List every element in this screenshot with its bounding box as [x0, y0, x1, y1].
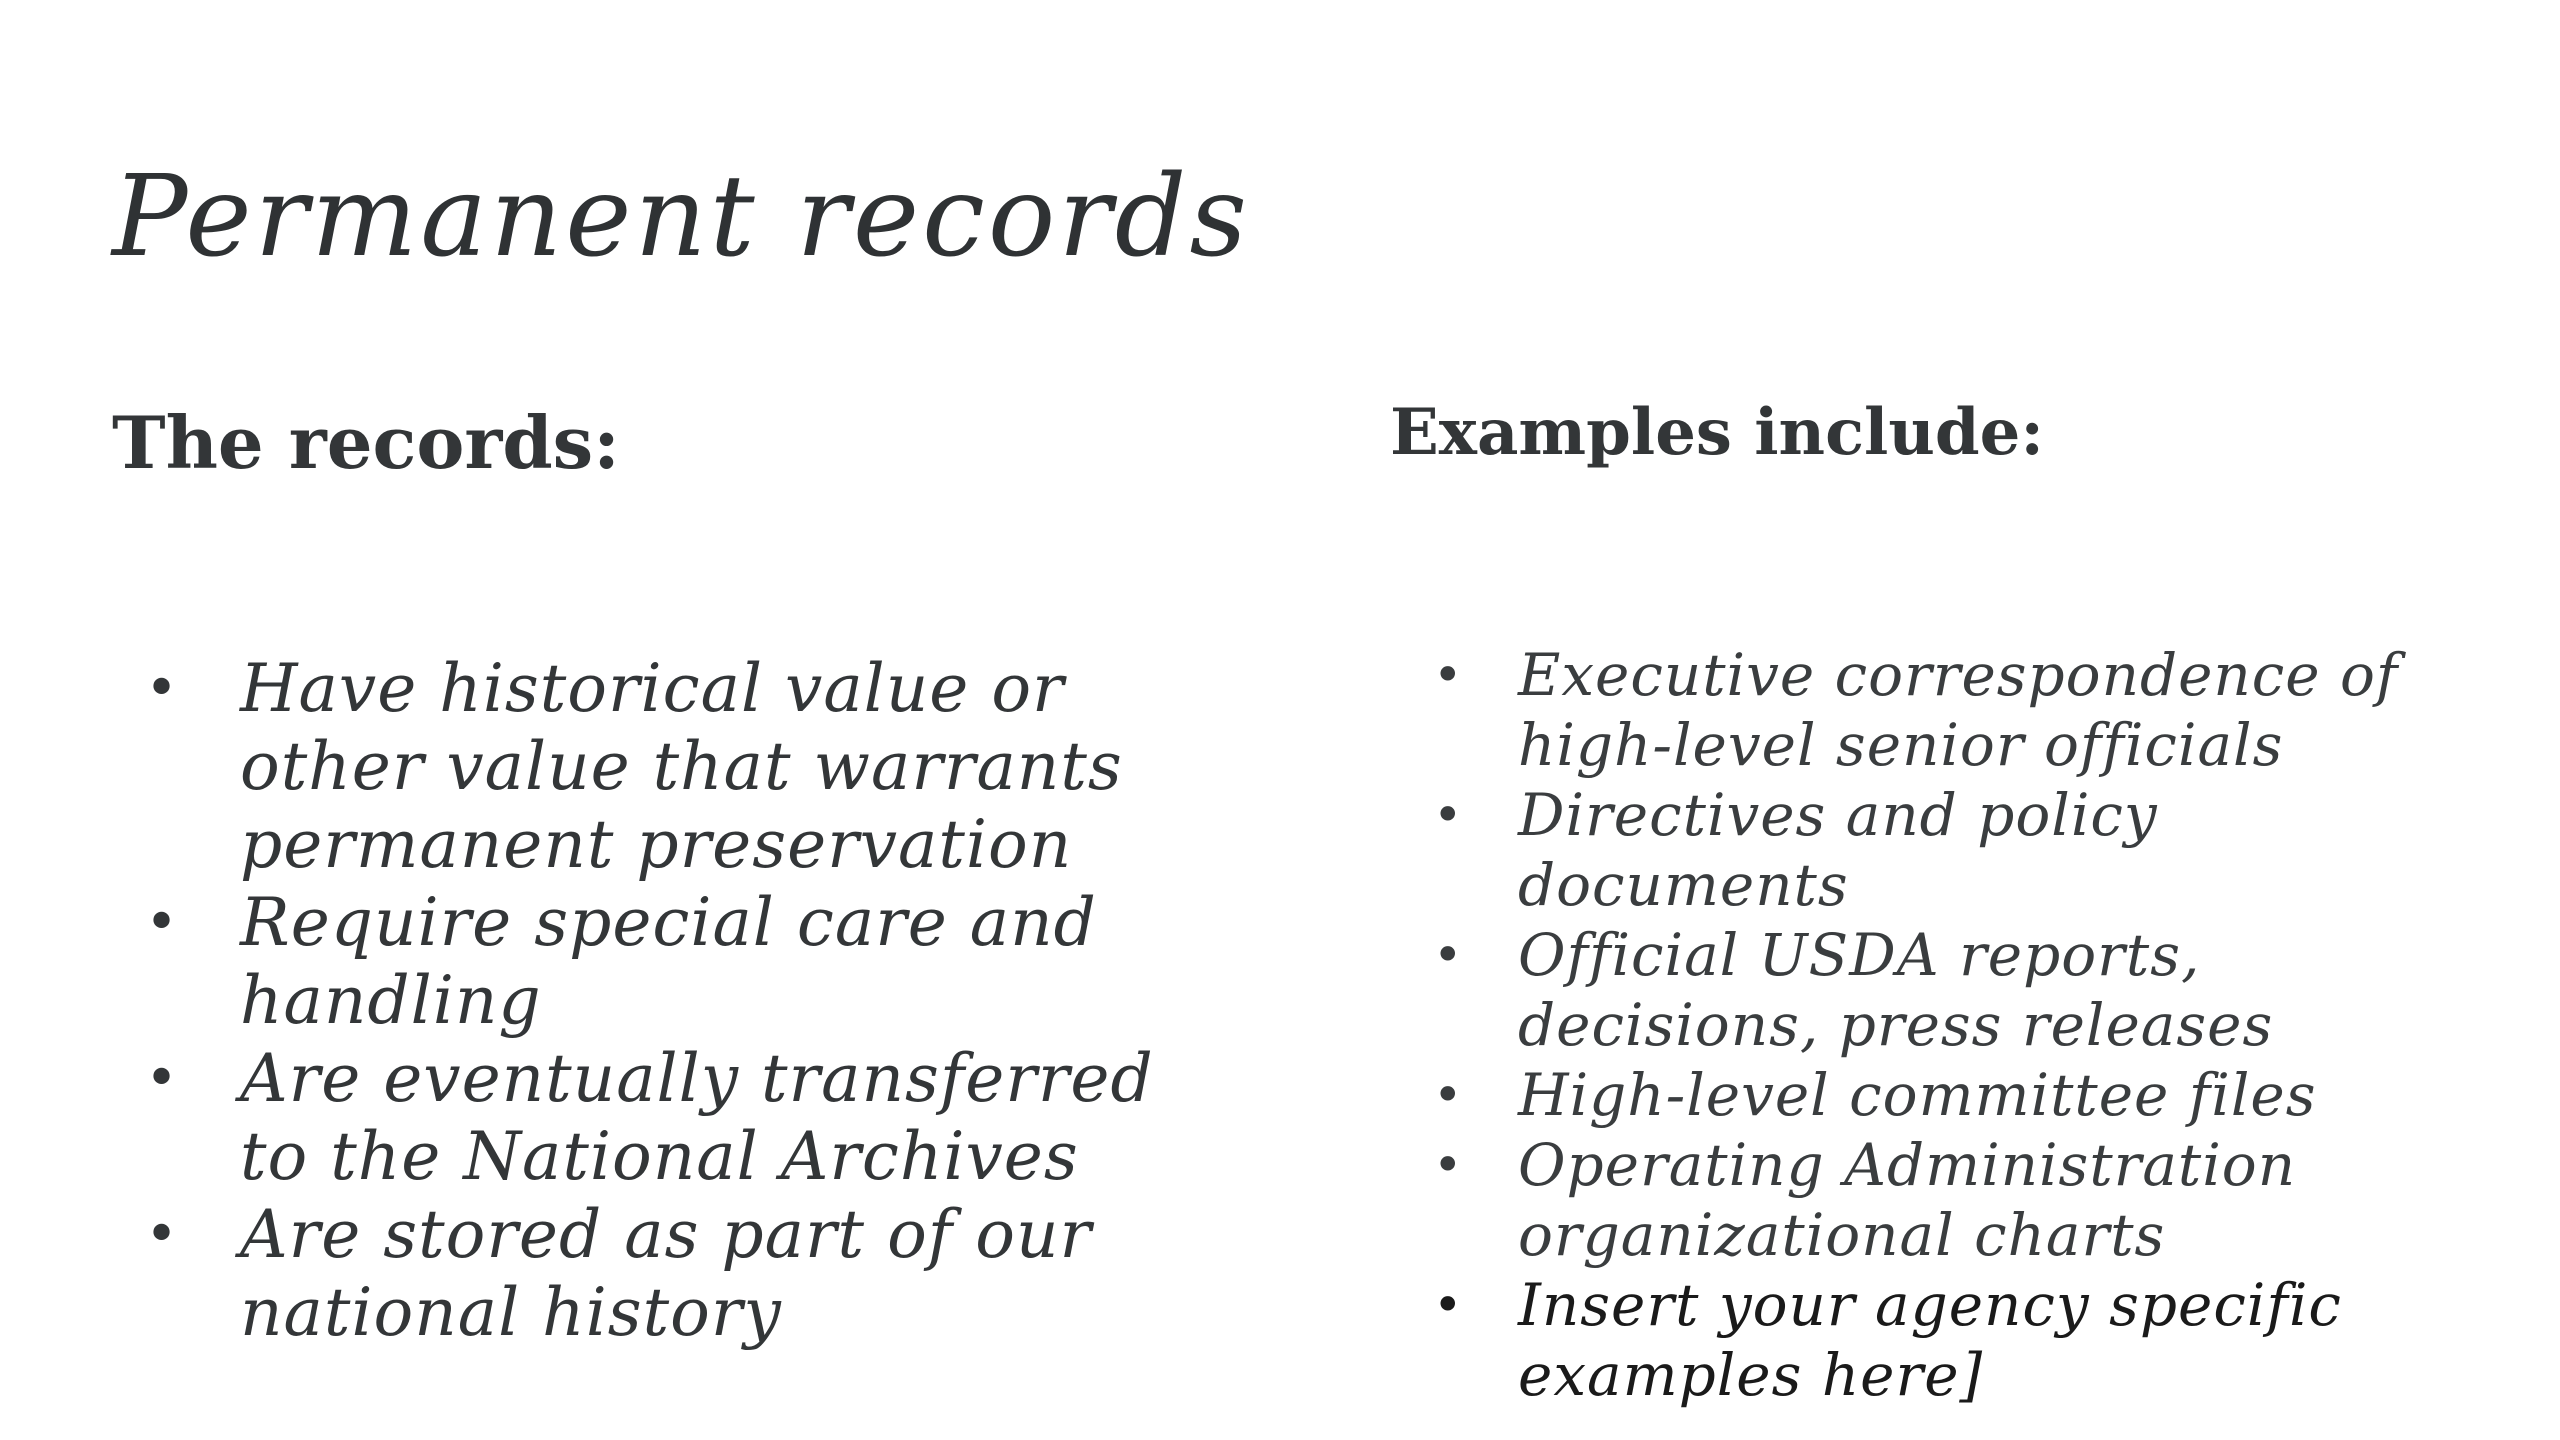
records-list-item — [240, 650, 1154, 884]
examples-list-item — [1518, 1060, 2398, 1130]
list-item-text: to the National Archives — [240, 1118, 1079, 1195]
list-item-text: organizational charts — [1518, 1201, 2166, 1269]
list-item-text: Are eventually transferred — [240, 1040, 1154, 1117]
examples-list-item — [1518, 920, 2398, 1060]
examples-heading: Examples include: — [1390, 395, 2044, 470]
list-item-text: national history — [240, 1274, 782, 1351]
examples-list-item — [1518, 640, 2398, 780]
records-list-item — [240, 884, 1154, 1040]
list-item-text: Official USDA reports, — [1518, 921, 2201, 989]
list-item-text: permanent preservation — [240, 806, 1073, 883]
records-list-item — [240, 1040, 1154, 1196]
list-item-text: Require special care and — [240, 884, 1097, 961]
list-item-text: decisions, press releases — [1518, 991, 2274, 1059]
slide-title: Permanent records — [112, 152, 1250, 282]
list-item-text: documents — [1518, 851, 1849, 919]
list-item-text: Operating Administration — [1518, 1131, 2297, 1199]
examples-list-item-placeholder — [1518, 1270, 2398, 1410]
list-item-text: Insert your agency specific — [1518, 1271, 2342, 1339]
list-item-text: high-level senior officials — [1518, 711, 2284, 779]
list-item-text: Have historical value or — [240, 650, 1065, 727]
records-heading: The records: — [112, 400, 620, 485]
records-list-item — [240, 1196, 1154, 1352]
records-list — [240, 650, 1154, 1352]
list-item-text: High-level committee files — [1518, 1061, 2317, 1129]
list-item-text: Are stored as part of our — [240, 1196, 1092, 1273]
examples-list-item — [1518, 1130, 2398, 1270]
list-item-text: handling — [240, 962, 542, 1039]
list-item-text: other value that warrants — [240, 728, 1123, 805]
list-item-text: Executive correspondence of — [1518, 641, 2399, 709]
list-item-text: examples here] — [1518, 1341, 1984, 1409]
examples-list-item — [1518, 780, 2398, 920]
list-item-text: Directives and policy — [1518, 781, 2158, 849]
examples-list — [1518, 640, 2398, 1410]
